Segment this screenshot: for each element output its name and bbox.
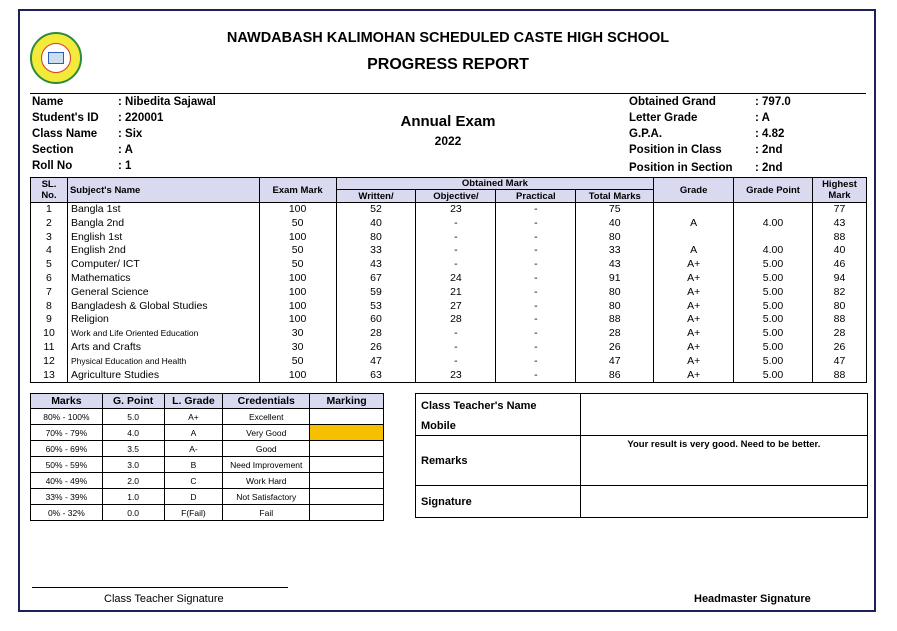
objective-cell: - xyxy=(416,217,496,231)
subject-cell: Agriculture Studies xyxy=(67,369,259,383)
subject-cell: Bangla 2nd xyxy=(67,217,259,231)
exam-name: Annual Exam xyxy=(400,113,496,130)
grade-scale-row xyxy=(31,505,384,521)
grade-cell: A+ xyxy=(654,272,734,286)
student-field-value: : 220001 xyxy=(118,112,164,124)
col-grade: Grade xyxy=(654,178,734,203)
practical-cell: - xyxy=(496,341,576,355)
grade-cell: A+ xyxy=(654,258,734,272)
subject-cell: Bangla 1st xyxy=(67,203,259,217)
table-row xyxy=(31,369,867,383)
student-field-row xyxy=(32,142,216,158)
gs-gpoint-cell: 0.0 xyxy=(102,505,164,521)
gs-marks-cell: 50% - 59% xyxy=(31,457,103,473)
gs-marking-cell xyxy=(310,473,384,489)
result-field-label: Position in Section xyxy=(629,162,733,174)
total-cell: 75 xyxy=(576,203,654,217)
student-info xyxy=(32,94,216,174)
practical-cell: - xyxy=(496,369,576,383)
gs-lgrade-cell: A- xyxy=(164,441,223,457)
exam-mark-cell: 30 xyxy=(259,327,336,341)
gs-credentials-cell: Not Satisfactory xyxy=(223,489,310,505)
highest-cell: 88 xyxy=(812,231,866,245)
gs-gpoint-cell: 2.0 xyxy=(102,473,164,489)
table-row xyxy=(31,231,867,245)
objective-cell: - xyxy=(416,355,496,369)
written-cell: 52 xyxy=(336,203,416,217)
gs-credentials-cell: Need Improvement xyxy=(223,457,310,473)
highest-cell: 43 xyxy=(812,217,866,231)
sl-cell: 12 xyxy=(31,355,68,369)
gs-marks-cell: 33% - 39% xyxy=(31,489,103,505)
gs-col-lgrade: L. Grade xyxy=(164,394,223,409)
teacher-labels xyxy=(416,394,581,436)
student-field-label: Name xyxy=(32,96,64,108)
written-cell: 26 xyxy=(336,341,416,355)
student-field-row xyxy=(32,110,216,126)
result-field-label: Letter Grade xyxy=(629,112,698,124)
highest-cell: 88 xyxy=(812,313,866,327)
objective-cell: - xyxy=(416,231,496,245)
result-summary xyxy=(629,94,791,176)
table-row xyxy=(31,272,867,286)
exam-mark-cell: 100 xyxy=(259,203,336,217)
sl-cell: 7 xyxy=(31,286,68,300)
student-field-value: : 1 xyxy=(118,160,132,172)
gs-col-credentials: Credentials xyxy=(223,394,310,409)
student-field-value: : Nibedita Sajawal xyxy=(118,96,216,108)
student-field-label: Class Name xyxy=(32,128,98,140)
exam-mark-cell: 100 xyxy=(259,300,336,314)
practical-cell: - xyxy=(496,300,576,314)
grade-scale-table xyxy=(30,393,384,521)
subject-cell: Arts and Crafts xyxy=(67,341,259,355)
student-field-value: : A xyxy=(118,144,133,156)
result-field-label: G.P.A. xyxy=(629,128,663,140)
student-field-label: Section xyxy=(32,144,74,156)
gs-col-marking: Marking xyxy=(310,394,384,409)
written-cell: 59 xyxy=(336,286,416,300)
class-teacher-signature: Class Teacher Signature xyxy=(104,593,224,605)
total-cell: 40 xyxy=(576,217,654,231)
gs-marks-cell: 0% - 32% xyxy=(31,505,103,521)
practical-cell: - xyxy=(496,203,576,217)
subject-cell: Work and Life Oriented Education xyxy=(67,327,259,341)
sl-cell: 9 xyxy=(31,313,68,327)
gs-lgrade-cell: C xyxy=(164,473,223,489)
total-cell: 28 xyxy=(576,327,654,341)
subject-cell: Mathematics xyxy=(67,272,259,286)
gs-lgrade-cell: B xyxy=(164,457,223,473)
grade-scale-row xyxy=(31,473,384,489)
grade-scale-row xyxy=(31,489,384,505)
gs-marking-cell xyxy=(310,409,384,425)
col-total-marks: Total Marks xyxy=(576,190,654,203)
practical-cell: - xyxy=(496,286,576,300)
grade-point-cell: 5.00 xyxy=(734,286,813,300)
gs-gpoint-cell: 5.0 xyxy=(102,409,164,425)
table-row xyxy=(31,217,867,231)
written-cell: 47 xyxy=(336,355,416,369)
total-cell: 80 xyxy=(576,286,654,300)
subject-cell: English 2nd xyxy=(67,244,259,258)
total-cell: 80 xyxy=(576,231,654,245)
grade-point-cell: 5.00 xyxy=(734,300,813,314)
grade-point-cell: 4.00 xyxy=(734,244,813,258)
gs-credentials-cell: Good xyxy=(223,441,310,457)
written-cell: 40 xyxy=(336,217,416,231)
col-practical: Practical xyxy=(496,190,576,203)
highest-cell: 40 xyxy=(812,244,866,258)
exam-mark-cell: 100 xyxy=(259,313,336,327)
sl-cell: 5 xyxy=(31,258,68,272)
gs-col-marks: Marks xyxy=(31,394,103,409)
class-teacher-name-label: Class Teacher's Name xyxy=(421,400,537,412)
gs-lgrade-cell: F(Fail) xyxy=(164,505,223,521)
exam-mark-cell: 100 xyxy=(259,231,336,245)
subject-cell: Computer/ ICT xyxy=(67,258,259,272)
highest-cell: 46 xyxy=(812,258,866,272)
gs-marking-cell xyxy=(310,457,384,473)
grade-point-cell: 5.00 xyxy=(734,369,813,383)
objective-cell: 24 xyxy=(416,272,496,286)
gs-credentials-cell: Very Good xyxy=(223,425,310,441)
table-row xyxy=(31,355,867,369)
subject-cell: English 1st xyxy=(67,231,259,245)
practical-cell: - xyxy=(496,217,576,231)
grade-cell: A+ xyxy=(654,313,734,327)
grade-point-cell xyxy=(734,231,813,245)
grade-point-cell xyxy=(734,203,813,217)
school-logo xyxy=(30,32,82,84)
gs-marks-cell: 70% - 79% xyxy=(31,425,103,441)
total-cell: 86 xyxy=(576,369,654,383)
result-field-row xyxy=(629,94,791,110)
objective-cell: 27 xyxy=(416,300,496,314)
objective-cell: - xyxy=(416,258,496,272)
objective-cell: 23 xyxy=(416,369,496,383)
grade-cell: A+ xyxy=(654,355,734,369)
col-exam-mark: Exam Mark xyxy=(259,178,336,203)
grade-cell: A xyxy=(654,217,734,231)
written-cell: 28 xyxy=(336,327,416,341)
total-cell: 26 xyxy=(576,341,654,355)
written-cell: 63 xyxy=(336,369,416,383)
highest-cell: 94 xyxy=(812,272,866,286)
gs-marking-cell xyxy=(310,489,384,505)
result-field-value: : 2nd xyxy=(755,162,783,174)
grade-point-cell: 5.00 xyxy=(734,313,813,327)
sl-cell: 8 xyxy=(31,300,68,314)
sl-cell: 1 xyxy=(31,203,68,217)
highest-cell: 80 xyxy=(812,300,866,314)
grade-point-cell: 5.00 xyxy=(734,327,813,341)
student-field-row xyxy=(32,158,216,174)
gs-marking-cell xyxy=(310,425,384,441)
highest-cell: 88 xyxy=(812,369,866,383)
table-row xyxy=(31,244,867,258)
col-sl: SL. No. xyxy=(31,178,68,203)
practical-cell: - xyxy=(496,244,576,258)
gs-gpoint-cell: 1.0 xyxy=(102,489,164,505)
highest-cell: 82 xyxy=(812,286,866,300)
objective-cell: - xyxy=(416,244,496,258)
col-highest-mark: Highest Mark xyxy=(812,178,866,203)
gs-lgrade-cell: A+ xyxy=(164,409,223,425)
sl-cell: 2 xyxy=(31,217,68,231)
exam-mark-cell: 100 xyxy=(259,369,336,383)
table-row xyxy=(31,286,867,300)
total-cell: 43 xyxy=(576,258,654,272)
highest-cell: 47 xyxy=(812,355,866,369)
gs-gpoint-cell: 3.5 xyxy=(102,441,164,457)
grade-cell: A+ xyxy=(654,369,734,383)
table-row xyxy=(31,258,867,272)
grade-cell: A+ xyxy=(654,300,734,314)
book-icon xyxy=(48,52,64,64)
written-cell: 80 xyxy=(336,231,416,245)
col-obtained-mark: Obtained Mark xyxy=(336,178,654,190)
grade-cell: A+ xyxy=(654,327,734,341)
remarks-label: Remarks xyxy=(416,436,581,486)
marks-table xyxy=(30,177,867,383)
grade-cell: A+ xyxy=(654,286,734,300)
practical-cell: - xyxy=(496,313,576,327)
total-cell: 33 xyxy=(576,244,654,258)
result-field-row xyxy=(629,126,791,142)
grade-point-cell: 5.00 xyxy=(734,341,813,355)
gs-gpoint-cell: 3.0 xyxy=(102,457,164,473)
practical-cell: - xyxy=(496,355,576,369)
gs-lgrade-cell: A xyxy=(164,425,223,441)
grade-cell xyxy=(654,203,734,217)
gs-credentials-cell: Excellent xyxy=(223,409,310,425)
grade-point-cell: 4.00 xyxy=(734,217,813,231)
signature-value xyxy=(580,486,867,518)
result-field-row xyxy=(629,160,791,176)
objective-cell: - xyxy=(416,327,496,341)
gs-marks-cell: 60% - 69% xyxy=(31,441,103,457)
remarks-text: Your result is very good. Need to be better. xyxy=(580,436,867,486)
grade-scale-row xyxy=(31,457,384,473)
table-row xyxy=(31,203,867,217)
gs-col-gpoint: G. Point xyxy=(102,394,164,409)
signature-line xyxy=(32,587,288,588)
student-field-label: Student's ID xyxy=(32,112,99,124)
sl-cell: 10 xyxy=(31,327,68,341)
headmaster-signature: Headmaster Signature xyxy=(694,593,811,605)
exam-mark-cell: 50 xyxy=(259,355,336,369)
result-field-value: : A xyxy=(755,112,770,124)
col-subject: Subject's Name xyxy=(67,178,259,203)
exam-mark-cell: 50 xyxy=(259,244,336,258)
result-field-label: Obtained Grand xyxy=(629,96,716,108)
total-cell: 47 xyxy=(576,355,654,369)
result-field-label: Position in Class xyxy=(629,144,722,156)
objective-cell: 23 xyxy=(416,203,496,217)
result-field-value: : 4.82 xyxy=(755,128,785,140)
total-cell: 80 xyxy=(576,300,654,314)
objective-cell: 21 xyxy=(416,286,496,300)
practical-cell: - xyxy=(496,258,576,272)
sl-cell: 4 xyxy=(31,244,68,258)
gs-gpoint-cell: 4.0 xyxy=(102,425,164,441)
mobile-label: Mobile xyxy=(421,420,456,432)
school-name: NAWDABASH KALIMOHAN SCHEDULED CASTE HIGH SCHOOL xyxy=(226,30,670,46)
exam-mark-cell: 30 xyxy=(259,341,336,355)
table-row xyxy=(31,300,867,314)
grade-scale-row xyxy=(31,441,384,457)
result-field-row xyxy=(629,110,791,126)
gs-lgrade-cell: D xyxy=(164,489,223,505)
grade-scale-row xyxy=(31,409,384,425)
gs-marking-cell xyxy=(310,441,384,457)
sl-cell: 3 xyxy=(31,231,68,245)
practical-cell: - xyxy=(496,231,576,245)
student-field-label: Roll No xyxy=(32,160,73,172)
table-row xyxy=(31,341,867,355)
exam-mark-cell: 100 xyxy=(259,272,336,286)
objective-cell: 28 xyxy=(416,313,496,327)
class-teacher-box xyxy=(415,393,868,518)
grade-cell: A xyxy=(654,244,734,258)
objective-cell: - xyxy=(416,341,496,355)
gs-marks-cell: 40% - 49% xyxy=(31,473,103,489)
practical-cell: - xyxy=(496,327,576,341)
sl-cell: 13 xyxy=(31,369,68,383)
class-teacher-name-value xyxy=(580,394,867,436)
gs-marking-cell xyxy=(310,505,384,521)
subject-cell: Bangladesh & Global Studies xyxy=(67,300,259,314)
written-cell: 43 xyxy=(336,258,416,272)
student-field-row xyxy=(32,126,216,142)
result-field-row xyxy=(629,142,791,158)
highest-cell: 28 xyxy=(812,327,866,341)
grade-cell xyxy=(654,231,734,245)
exam-year: 2022 xyxy=(434,134,462,148)
result-field-value: : 2nd xyxy=(755,144,783,156)
subject-cell: General Science xyxy=(67,286,259,300)
total-cell: 91 xyxy=(576,272,654,286)
written-cell: 67 xyxy=(336,272,416,286)
report-title: PROGRESS REPORT xyxy=(367,56,529,73)
col-written: Written/ xyxy=(336,190,416,203)
practical-cell: - xyxy=(496,272,576,286)
sl-cell: 11 xyxy=(31,341,68,355)
result-field-value: : 797.0 xyxy=(755,96,791,108)
grade-cell: A+ xyxy=(654,341,734,355)
signature-label: Signature xyxy=(416,486,581,518)
highest-cell: 77 xyxy=(812,203,866,217)
highest-cell: 26 xyxy=(812,341,866,355)
grade-point-cell: 5.00 xyxy=(734,355,813,369)
col-objective: Objective/ xyxy=(416,190,496,203)
written-cell: 33 xyxy=(336,244,416,258)
col-grade-point: Grade Point xyxy=(734,178,813,203)
exam-mark-cell: 50 xyxy=(259,258,336,272)
total-cell: 88 xyxy=(576,313,654,327)
written-cell: 53 xyxy=(336,300,416,314)
grade-point-cell: 5.00 xyxy=(734,272,813,286)
gs-credentials-cell: Fail xyxy=(223,505,310,521)
subject-cell: Physical Education and Health xyxy=(67,355,259,369)
table-row xyxy=(31,327,867,341)
student-field-value: : Six xyxy=(118,128,143,140)
logo-emblem xyxy=(41,43,71,73)
written-cell: 60 xyxy=(336,313,416,327)
sl-cell: 6 xyxy=(31,272,68,286)
gs-marks-cell: 80% - 100% xyxy=(31,409,103,425)
grade-scale-row xyxy=(31,425,384,441)
exam-mark-cell: 50 xyxy=(259,217,336,231)
grade-point-cell: 5.00 xyxy=(734,258,813,272)
table-row xyxy=(31,313,867,327)
exam-mark-cell: 100 xyxy=(259,286,336,300)
gs-credentials-cell: Work Hard xyxy=(223,473,310,489)
subject-cell: Religion xyxy=(67,313,259,327)
student-field-row xyxy=(32,94,216,110)
